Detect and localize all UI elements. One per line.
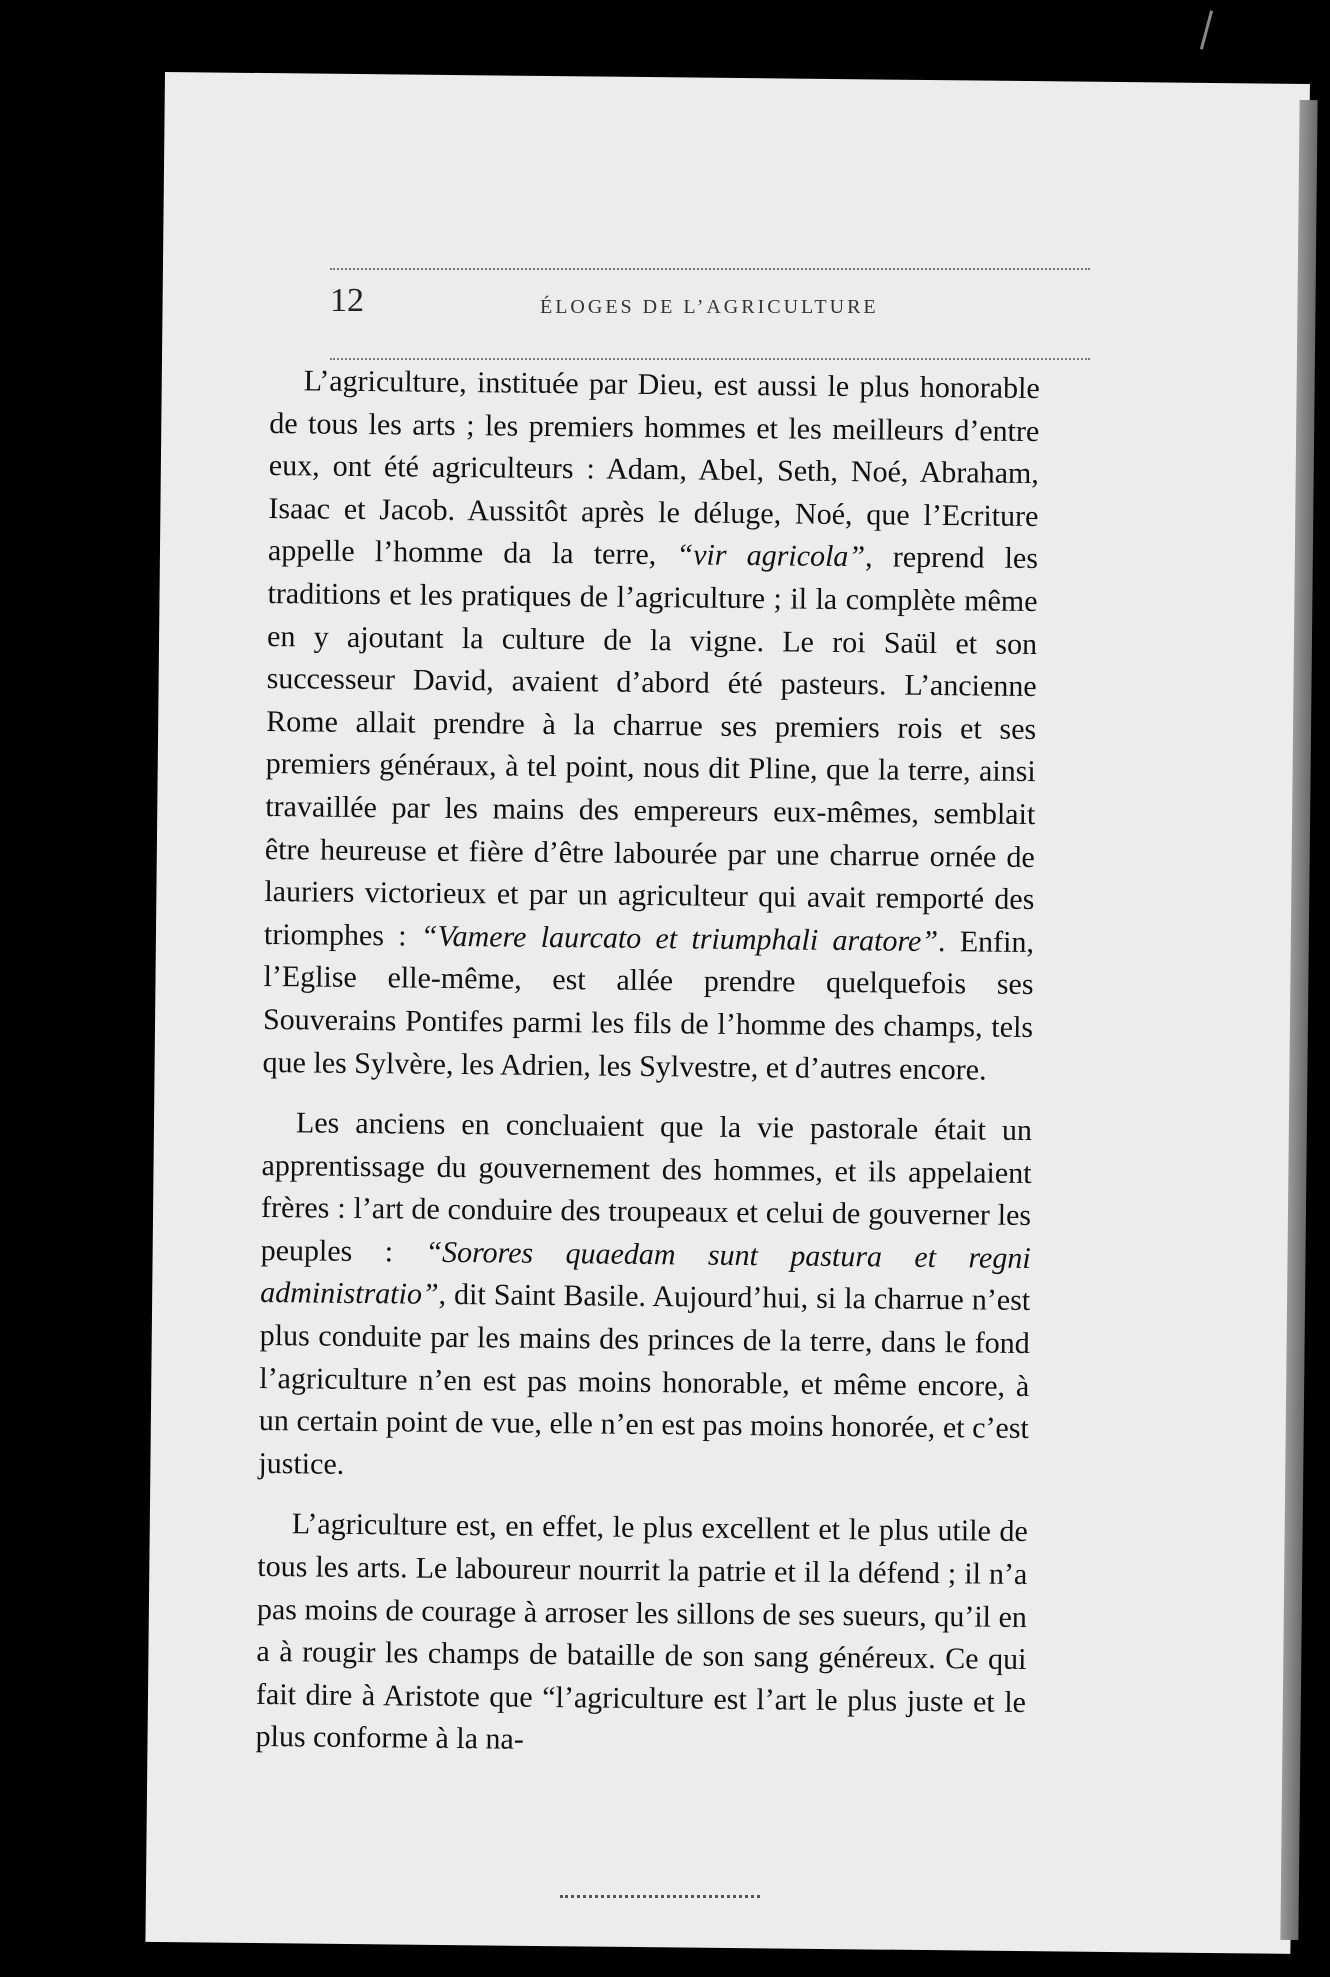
- running-head: ÉLOGES DE L’AGRICULTURE: [540, 296, 879, 318]
- header-rule-bottom: [330, 358, 1090, 360]
- paragraph-2-text-end: , dit Saint Basile. Aujourd’hui, si la charrue n’est plus conduite par les mains des princes de la terre, dans le fond l’agriculture n’en est pas moins honorable, et même encore, à un certain point de vue, elle n’en est pas moins honorée, et c’est justice.: [258, 1278, 1031, 1481]
- paragraph-1: [262, 360, 1040, 1092]
- paragraph-1-text-end: . Enfin, l’Eglise elle-même, est allée prendre quelquefois ses Souverains Pontifes parmi les fils de l’homme des champs, tels que les Sylvère, les Adrien, les Sylvestre, et d’autres encore.: [262, 924, 1035, 1087]
- header-rule-top: [330, 268, 1090, 270]
- latin-quote-vir-agricola: “vir agricola”: [676, 538, 866, 574]
- paragraph-2: [258, 1102, 1032, 1493]
- body-text: [255, 360, 1040, 1767]
- paragraph-1-text: L’agriculture, instituée par Dieu, est aussi le plus honorable de tous les arts ; les premiers hommes et les meilleurs d’entre eux, ont été agriculteurs : Adam, Abel, Seth, Noé, Abraham, Isaac et Jacob. Aussitôt après le déluge, Noé, que l’Ecriture appelle l’homme da la terre,: [267, 364, 1040, 572]
- paragraph-1-text-cont: , reprend les traditions et les pratiques de l’agriculture ; il la complète même en y ajoutant la culture de la vigne. Le roi Saül et son successeur David, avaient d’abord été pasteurs. L’ancienne Rome allait prendre à la charrue ses premiers rois et ses premiers généraux, à tel point, nous dit Pline, que la terre, ainsi travaillée par les mains des empereurs eux-mêmes, semblait être heureuse et fière d’être labourée par une charrue ornée de lauriers victorieux et par un agriculteur qui avait remporté des triomphes :: [263, 540, 1039, 953]
- latin-quote-aratore: “Vamere laurcato et triumphali aratore”: [420, 919, 939, 958]
- paragraph-3-text: L’agriculture est, en effet, le plus excellent et le plus utile de tous les arts. Le laboureur nourrit la patrie et il la défend ; il n’a pas moins de courage à arroser les sillons de ses sueurs, qu’il en a à rougir les champs de bataille de son sang généreux. Ce qui fait dire à Aristote que “l’agriculture est l’art le plus juste et le plus conforme à la na-: [255, 1507, 1028, 1757]
- paragraph-2-text: Les anciens en concluaient que la vie pastorale était un apprentissage du gouvernement des hommes, et ils appelaient frères : l’art de conduire des troupeaux et celui de gouverner les peuples :: [260, 1106, 1033, 1269]
- page-number: 12: [330, 282, 364, 319]
- pencil-mark: [1200, 10, 1213, 49]
- bottom-smudge: [560, 1895, 760, 1898]
- latin-quote-sorores: “Sorores quaedam sunt pastura et regni administratio”: [260, 1235, 1031, 1312]
- paragraph-3: [255, 1503, 1028, 1767]
